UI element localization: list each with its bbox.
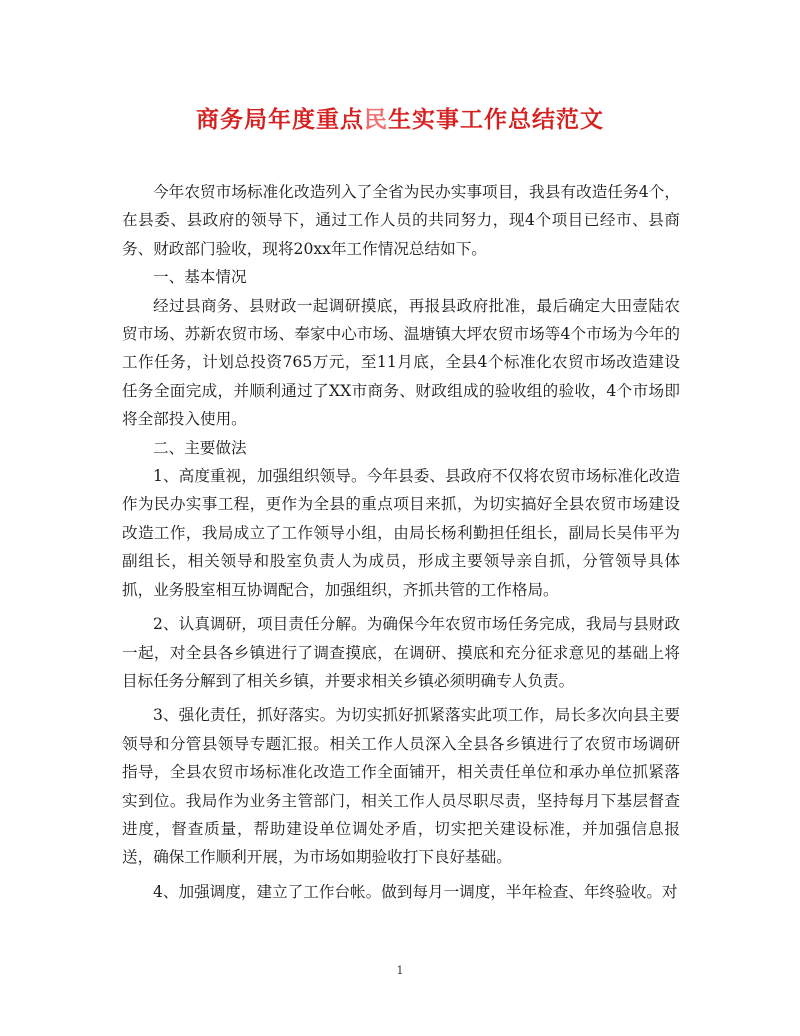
document-title: [0, 104, 800, 136]
section-heading-methods: 二、主要做法: [153, 438, 247, 457]
paragraph-intro: 今年农贸市场标准化改造列入了全省为民办实事项目，我县有改造任务4个，在县委、县政府的领导下，通过工作人员的共同努力，现4个项目已经市、县商务、财政部门验收，现将20xx年工作情况总结如下。: [122, 183, 680, 258]
paragraph-method-2: 2、认真调研，项目责任分解。为确保今年农贸市场任务完成，我局与县财政一起，对全县各乡镇进行了调查摸底，在调研、摸底和充分征求意见的基础上将目标任务分解到了相关乡镇，并要求相关乡镇必须明确专人负责。: [122, 615, 680, 690]
paragraph-method-1: 1、高度重视，加强组织领导。今年县委、县政府不仅将农贸市场标准化改造作为民办实事工程，更作为全县的重点项目来抓，为切实搞好全县农贸市场建设改造工作，我局成立了工作领导小组，由局长杨利勤担任组长，副局长吴伟平为副组长，相关领导和股室负责人为成员，形成主要领导亲自抓，分管领导具体抓，业务股室相互协调配合，加强组织，齐抓共管的工作格局。: [122, 467, 680, 599]
title-highlight: 民: [364, 107, 388, 133]
paragraph-method-4: 4、加强调度，建立了工作台帐。做到每月一调度，半年检查、年终验收。对: [153, 882, 678, 901]
document-body: [122, 178, 680, 906]
title-part-2: 生实事工作总结范文: [388, 107, 604, 133]
paragraph-basic-situation: 经过县商务、县财政一起调研摸底，再报县政府批准，最后确定大田壹陆农贸市场、苏新农贸市场、奉家中心市场、温塘镇大坪农贸市场等4个市场为今年的工作任务，计划总投资765万元，至11月底，全县4个标准化农贸市场改造建设任务全面完成，并顺利通过了XX市商务、财政组成的验收组的验收，4个市场即将全部投入使用。: [122, 296, 680, 429]
section-heading-basic: 一、基本情况: [153, 268, 247, 287]
paragraph-method-3: 3、强化责任，抓好落实。为切实抓好抓紧落实此项工作，局长多次向县主要领导和分管县领导专题汇报。相关工作人员深入全县各乡镇进行了农贸市场调研指导，全县农贸市场标准化改造工作全面铺开，相关责任单位和承办单位抓紧落实到位。我局作为业务主管部门，相关工作人员尽职尽责，坚持每月下基层督查进度，督查质量，帮助建设单位调处矛盾，切实把关建设标准，并加强信息报送，确保工作顺利开展，为市场如期验收打下良好基础。: [122, 706, 680, 867]
title-part-1: 商务局年度重点: [196, 107, 364, 133]
page-number: 1: [396, 964, 404, 977]
